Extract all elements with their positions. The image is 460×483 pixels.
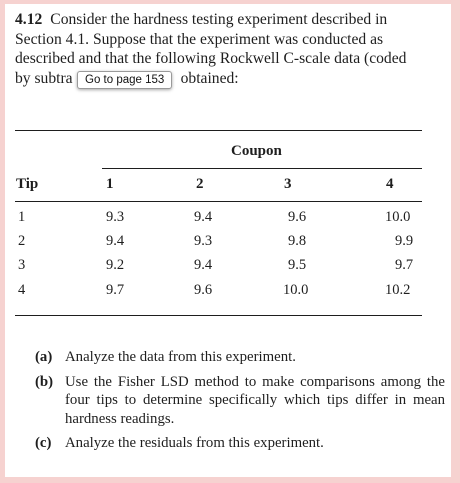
part-label: (c): [35, 435, 52, 451]
value-cell: 9.5: [288, 257, 307, 273]
part-b: [35, 373, 445, 429]
value-cell: 10.0: [385, 209, 411, 225]
value-cell: 9.6: [288, 209, 307, 225]
tip-cell: 3: [18, 257, 26, 273]
part-text: Use the Fisher LSD method to make comparisons among the four tips to determine specifically which tips differ in mean hardness readings.: [65, 373, 445, 427]
value-cell: 9.7: [395, 257, 414, 273]
column-header-2: 2: [196, 176, 204, 192]
value-cell: 9.3: [106, 209, 125, 225]
value-cell: 9.4: [106, 233, 125, 249]
problem-line-2: Section 4.1. Suppose that the experiment was conducted as: [15, 30, 384, 48]
value-cell: 9.4: [194, 257, 213, 273]
problem-line-3: described and that the following Rockwell C-scale data (coded: [15, 50, 407, 67]
coupon-group-header: Coupon: [231, 143, 282, 159]
part-text: Analyze the residuals from this experiment.: [65, 435, 324, 451]
problem-line-1: 4.12 Consider the hardness testing experiment described in: [15, 11, 388, 28]
tip-cell: 4: [18, 282, 26, 298]
table-bottom-rule: [15, 315, 422, 316]
part-label: (a): [35, 349, 53, 365]
document-page: [5, 4, 451, 477]
value-cell: 9.7: [106, 282, 125, 298]
part-text: Analyze the data from this experiment.: [65, 349, 296, 365]
table-top-rule: [15, 130, 422, 131]
coupon-underline: [102, 168, 422, 169]
value-cell: 9.4: [194, 209, 213, 225]
problem-line-4: by subtra obtained:: [15, 69, 239, 87]
problem-number: 4.12: [15, 11, 43, 28]
part-c: [35, 434, 445, 453]
value-cell: 10.0: [283, 282, 309, 298]
part-a: [35, 348, 445, 367]
tip-column-header: Tip: [16, 176, 39, 192]
tip-cell: 1: [18, 209, 26, 225]
column-header-3: 3: [284, 176, 292, 192]
table-header-rule: [15, 201, 422, 202]
column-header-4: 4: [386, 176, 394, 192]
value-cell: 9.8: [288, 233, 307, 249]
part-label: (b): [35, 373, 54, 390]
value-cell: 9.3: [194, 233, 213, 249]
value-cell: 9.9: [395, 233, 414, 249]
go-to-page-tooltip[interactable]: Go to page 153: [77, 71, 172, 89]
value-cell: 10.2: [385, 282, 411, 298]
problem-parts: [35, 348, 445, 459]
column-header-1: 1: [106, 176, 114, 192]
value-cell: 9.2: [106, 257, 125, 273]
value-cell: 9.6: [194, 282, 213, 298]
tip-cell: 2: [18, 233, 26, 249]
